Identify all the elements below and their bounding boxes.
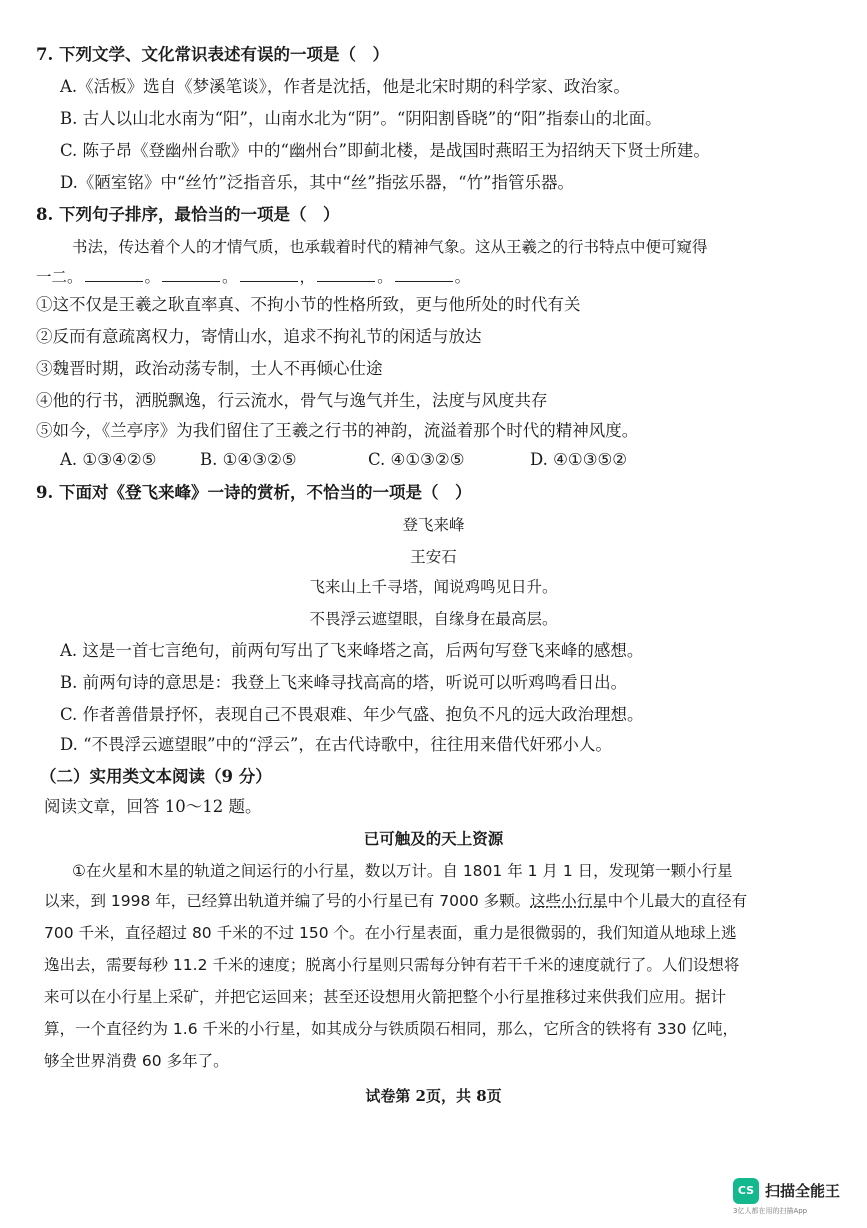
answer-blank-1 bbox=[85, 267, 143, 282]
poem-author: 王安石 bbox=[410, 548, 457, 566]
q7-option-b: B. 古人以山北水南为“阳”，山南水北为“阴”。“阴阳割昏晓”的“阳”指泰山的北面。 bbox=[60, 109, 662, 128]
answer-blank-5 bbox=[395, 267, 453, 282]
article-text: 中个儿最大的直径有 bbox=[607, 892, 748, 910]
separator: 。 bbox=[454, 268, 471, 286]
article-line-3: 700 千米，直径超过 80 千米的不过 150 个。在小行星表面，重力是很微弱的，我们知道从地球上逃 bbox=[44, 924, 737, 942]
separator: 。 bbox=[377, 268, 393, 286]
q8-sentence-3: ③魏晋时期，政治动荡专制，士人不再倾心仕途 bbox=[36, 359, 383, 378]
q9-option-c: C. 作者善借景抒怀，表现自己不畏艰难、年少气盛、抱负不凡的远大政治理想。 bbox=[60, 705, 644, 724]
q8-option-c: C. ④①③②⑤ bbox=[368, 450, 465, 469]
q7-option-c: C. 陈子昂《登幽州台歌》中的“幽州台”即蓟北楼，是战国时燕昭王为招纳天下贤士所建。 bbox=[60, 141, 710, 160]
q8-stem: 8. 下列句子排序，最恰当的一项是（ ） bbox=[36, 205, 340, 224]
poem-title: 登飞来峰 bbox=[402, 516, 465, 534]
section-instruction: 阅读文章，回答 10～12 题。 bbox=[44, 797, 262, 816]
q7-option-d: D.《陋室铭》中“丝竹”泛指音乐，其中“丝”指弦乐器，“竹”指管乐器。 bbox=[60, 173, 574, 192]
q8-sentence-1: ①这不仅是王羲之耿直率真、不拘小节的性格所致，更与他所处的时代有关 bbox=[36, 295, 581, 314]
q9-option-a: A. 这是一首七言绝句，前两句写出了飞来峰塔之高，后两句写登飞来峰的感想。 bbox=[60, 641, 644, 660]
q7-option-a: A.《活板》选自《梦溪笔谈》，作者是沈括，他是北宋时期的科学家、政治家。 bbox=[60, 77, 630, 96]
q8-option-d: D. ④①③⑤② bbox=[530, 450, 628, 469]
q8-passage-line1: 书法，传达着个人的才情气质，也承载着时代的精神气象。这从王羲之的行书特点中便可窥得 bbox=[72, 238, 708, 256]
q7-stem: 7. 下列文学、文化常识表述有误的一项是（ ） bbox=[36, 45, 389, 64]
article-line-5: 来可以在小行星上采矿，并把它运回来；甚至还设想用火箭把整个小行星推移过来供我们应用。据计 bbox=[44, 988, 727, 1006]
answer-blank-4 bbox=[317, 267, 375, 282]
article-line-4: 逸出去，需要每秒 11.2 千米的速度；脱离小行星则只需每分钟有若干千米的速度就行了。人们设想将 bbox=[44, 956, 740, 974]
article-line-7: 够全世界消费 60 多年了。 bbox=[44, 1052, 229, 1070]
article-emphasis: 这些小行星 bbox=[530, 892, 608, 910]
separator: ， bbox=[299, 268, 316, 286]
camscanner-logo-icon: CS bbox=[733, 1178, 759, 1204]
q8-sentence-2: ②反而有意疏离权力，寄情山水，追求不拘礼节的闲适与放达 bbox=[36, 327, 482, 346]
q8-option-b: B. ①④③②⑤ bbox=[200, 450, 297, 469]
poem-line-2: 不畏浮云遮望眼，自缘身在最高层。 bbox=[309, 610, 558, 628]
q8-sentence-5: ⑤如今，《兰亭序》为我们留住了王羲之行书的神韵，流溢着那个时代的精神风度。 bbox=[36, 421, 639, 440]
q9-option-b: B. 前两句诗的意思是：我登上飞来峰寻找高高的塔，听说可以听鸡鸣看日出。 bbox=[60, 673, 628, 692]
answer-blank-3 bbox=[240, 267, 298, 282]
poem-line-1: 飞来山上千寻塔，闻说鸡鸣见日升。 bbox=[309, 578, 558, 596]
article-text: 以来，到 1998 年，已经算出轨道并编了号的小行星已有 7000 多颗。 bbox=[44, 892, 531, 910]
watermark-tagline: 3亿人都在用的扫描App bbox=[733, 1207, 808, 1215]
separator: 。 bbox=[222, 268, 238, 286]
q8-options bbox=[60, 450, 760, 472]
article-title: 已可触及的天上资源 bbox=[363, 830, 504, 848]
q8-passage-start: 一二。 bbox=[36, 268, 83, 286]
q8-passage-line2 bbox=[36, 266, 470, 288]
q8-sentence-4: ④他的行书，洒脱飘逸，行云流水，骨气与逸气并生，法度与风度共存 bbox=[36, 391, 548, 410]
q9-option-d: D. “不畏浮云遮望眼”中的“浮云”，在古代诗歌中，往往用来借代奸邪小人。 bbox=[60, 735, 612, 754]
separator: 。 bbox=[144, 268, 161, 286]
scanner-watermark bbox=[733, 1178, 853, 1218]
article-line-1: ①在火星和木星的轨道之间运行的小行星，数以万计。自 1801 年 1 月 1 日，发现第一颗小行星 bbox=[72, 862, 733, 880]
section-heading: （二）实用类文本阅读（9 分） bbox=[40, 767, 272, 786]
q8-option-a: A. ①③④②⑤ bbox=[60, 450, 157, 469]
watermark-name: 扫描全能王 bbox=[765, 1182, 841, 1200]
answer-blank-2 bbox=[162, 267, 220, 282]
q9-stem: 9. 下面对《登飞来峰》一诗的赏析，不恰当的一项是（ ） bbox=[36, 483, 472, 502]
page-footer: 试卷第 2页，共 8页 bbox=[365, 1087, 502, 1105]
article-line-2 bbox=[44, 890, 747, 912]
article-line-6: 算，一个直径约为 1.6 千米的小行星，如其成分与铁质陨石相同，那么，它所含的铁将有 330 亿吨， bbox=[44, 1020, 738, 1038]
